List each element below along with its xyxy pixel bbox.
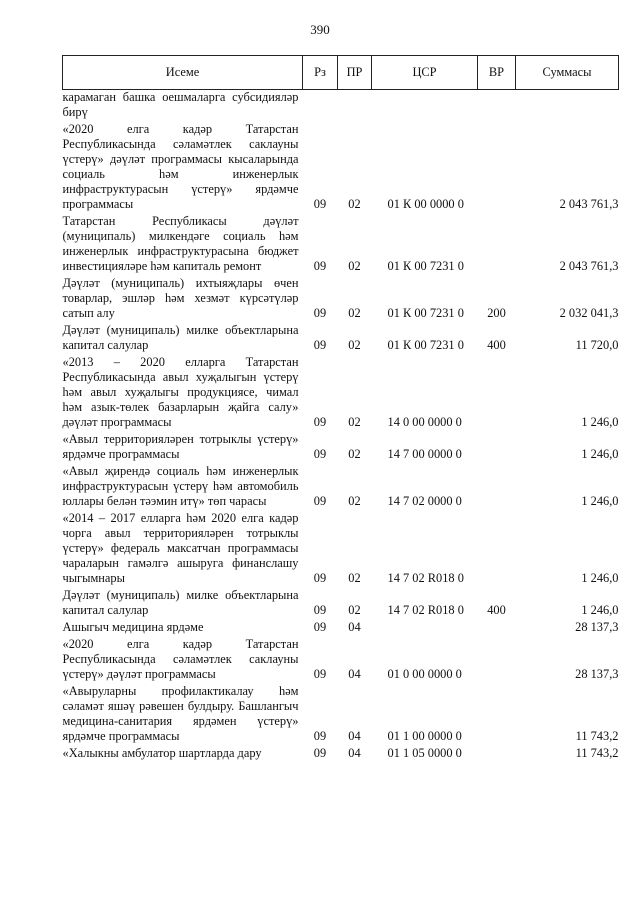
table-header [63, 56, 619, 90]
row-csr: 14 0 00 0000 0 [387, 415, 462, 429]
table-row [63, 462, 619, 509]
row-name: «2020 елга кадәр Татарстан Республикасында сәламәтлек саклауны үстерү» дәүләт программасы [62, 637, 299, 681]
row-pr: 02 [348, 306, 361, 320]
row-name: Дәүләт (муниципаль) милке объектларына капитал салулар [62, 323, 299, 352]
row-csr: 01 К 00 7231 0 [387, 306, 464, 320]
row-rz: 09 [313, 603, 327, 617]
row-vr: 400 [487, 338, 506, 352]
row-rz: 09 [313, 306, 327, 320]
row-rz [303, 90, 338, 121]
row-rz: 09 [313, 667, 327, 681]
row-csr [372, 90, 478, 121]
row-rz: 09 [313, 447, 327, 461]
row-pr: 04 [348, 667, 361, 681]
row-pr: 02 [348, 494, 361, 508]
row-name: «Авыруларны профилактикалау һәм сәламәт яшәү рәвешен булдыру. Башлангыч медицина-санитария ярдәмен үстерү» ярдәмче программасы [62, 684, 299, 743]
row-name: «2014 – 2017 елларга һәм 2020 елга кадәр чорга авыл территорияләрен тотрыклы үстерү» федераль максатчан программасы чараларын гамәлгә ашыруга финанслашу чыгымнары [62, 511, 299, 585]
row-pr: 02 [348, 603, 361, 617]
row-rz: 09 [313, 494, 327, 508]
row-name: Ашыгыч медицина ярдәме [62, 620, 204, 634]
row-sum: 1 246,0 [581, 447, 619, 461]
row-vr [478, 682, 516, 744]
row-vr: 200 [487, 306, 506, 320]
table-row [63, 120, 619, 212]
table-row [63, 744, 619, 761]
row-csr: 01 1 05 0000 0 [387, 746, 462, 760]
row-name: «Халыкны амбулатор шартларда дару [62, 746, 262, 760]
row-csr: 14 7 02 0000 0 [387, 494, 462, 508]
row-rz: 09 [313, 729, 327, 743]
row-csr: 01 0 00 0000 0 [387, 667, 462, 681]
row-vr [478, 353, 516, 430]
row-csr: 01 К 00 0000 0 [387, 197, 464, 211]
row-pr: 02 [348, 571, 361, 585]
row-pr: 02 [348, 259, 361, 273]
row-rz: 09 [313, 415, 327, 429]
row-rz: 09 [313, 746, 327, 760]
table-row [63, 274, 619, 321]
table-row [63, 321, 619, 353]
row-name: Татарстан Республикасы дәүләт (муниципаль) милкендәге социаль һәм инженерлык инфраструктурасына бюджет инвестицияләре һәм капиталь ремонт [62, 214, 299, 273]
row-sum: 11 720,0 [575, 338, 619, 352]
row-sum: 2 043 761,3 [559, 259, 619, 273]
row-vr [478, 635, 516, 682]
row-csr: 01 К 00 7231 0 [387, 259, 464, 273]
table-row [63, 90, 619, 121]
row-name: Дәүләт (муниципаль) милке объектларына капитал салулар [62, 588, 299, 617]
row-sum: 11 743,2 [575, 729, 619, 743]
row-pr: 02 [348, 447, 361, 461]
row-vr: 400 [487, 603, 506, 617]
row-vr [478, 462, 516, 509]
row-vr [478, 509, 516, 586]
row-rz: 09 [313, 259, 327, 273]
row-rz: 09 [313, 338, 327, 352]
row-csr: 01 К 00 7231 0 [387, 338, 464, 352]
row-sum: 11 743,2 [575, 746, 619, 760]
table-row [63, 618, 619, 635]
page-number: 390 [310, 22, 330, 37]
row-vr [478, 744, 516, 761]
row-sum: 2 043 761,3 [559, 197, 619, 211]
row-pr [338, 90, 372, 121]
row-rz: 09 [313, 197, 327, 211]
row-pr: 04 [348, 729, 361, 743]
row-name: «Авыл территорияләрен тотрыклы үстерү» ярдәмче программасы [62, 432, 299, 461]
row-vr [478, 90, 516, 121]
table-row [63, 682, 619, 744]
table-row [63, 635, 619, 682]
table-row [63, 509, 619, 586]
row-name: «2020 елга кадәр Татарстан Республикасында сәламәтлек саклауны үстерү» дәүләт программасы кысаларында социаль һәм инженерлык инфраструктурасын үстерү» ярдәмче программасы [62, 122, 299, 211]
row-csr: 14 7 02 R018 0 [387, 571, 464, 585]
row-rz: 09 [313, 620, 327, 634]
header-sum: Суммасы [516, 56, 619, 90]
row-pr: 02 [348, 197, 361, 211]
row-sum: 28 137,3 [575, 667, 619, 681]
row-sum: 2 032 041,3 [559, 306, 619, 320]
row-pr: 04 [348, 620, 361, 634]
row-rz: 09 [313, 571, 327, 585]
header-name: Исеме [63, 56, 303, 90]
row-sum: 1 246,0 [581, 494, 619, 508]
header-vr: ВР [478, 56, 516, 90]
header-csr: ЦСР [372, 56, 478, 90]
table-row [63, 586, 619, 618]
row-csr [372, 618, 478, 635]
row-vr [478, 618, 516, 635]
row-name: «2013 – 2020 елларга Татарстан Республикасында авыл хуҗалыгын үстерү һәм авыл хуҗалыгы продукциясе, чимал һәм азык-төлек базарларын җайга салу» дәүләт программасы [62, 355, 299, 429]
row-vr [478, 120, 516, 212]
row-csr: 14 7 00 0000 0 [387, 447, 462, 461]
row-sum: 1 246,0 [581, 603, 619, 617]
table-row [63, 430, 619, 462]
row-vr [478, 430, 516, 462]
row-name: карамаган башка оешмаларга субсидияләр бирү [62, 90, 299, 119]
header-rz: Рз [303, 56, 338, 90]
table-row [63, 353, 619, 430]
budget-table [62, 55, 619, 761]
row-sum: 1 246,0 [581, 571, 619, 585]
row-sum [516, 90, 619, 121]
row-name: «Авыл җирендә социаль һәм инженерлык инфраструктурасын үстерү һәм автомобиль юллары белән тәэмин итү» төп чарасы [62, 464, 299, 508]
table-body [63, 90, 619, 762]
header-pr: ПР [338, 56, 372, 90]
row-sum: 28 137,3 [575, 620, 619, 634]
row-vr [478, 212, 516, 274]
table-row [63, 212, 619, 274]
row-sum: 1 246,0 [581, 415, 619, 429]
row-csr: 14 7 02 R018 0 [387, 603, 464, 617]
row-pr: 04 [348, 746, 361, 760]
row-pr: 02 [348, 415, 361, 429]
row-pr: 02 [348, 338, 361, 352]
row-csr: 01 1 00 0000 0 [387, 729, 462, 743]
row-name: Дәүләт (муниципаль) ихтыяҗлары өчен товарлар, эшләр һәм хезмәт күрсәтүләр сатып алу [62, 276, 299, 320]
